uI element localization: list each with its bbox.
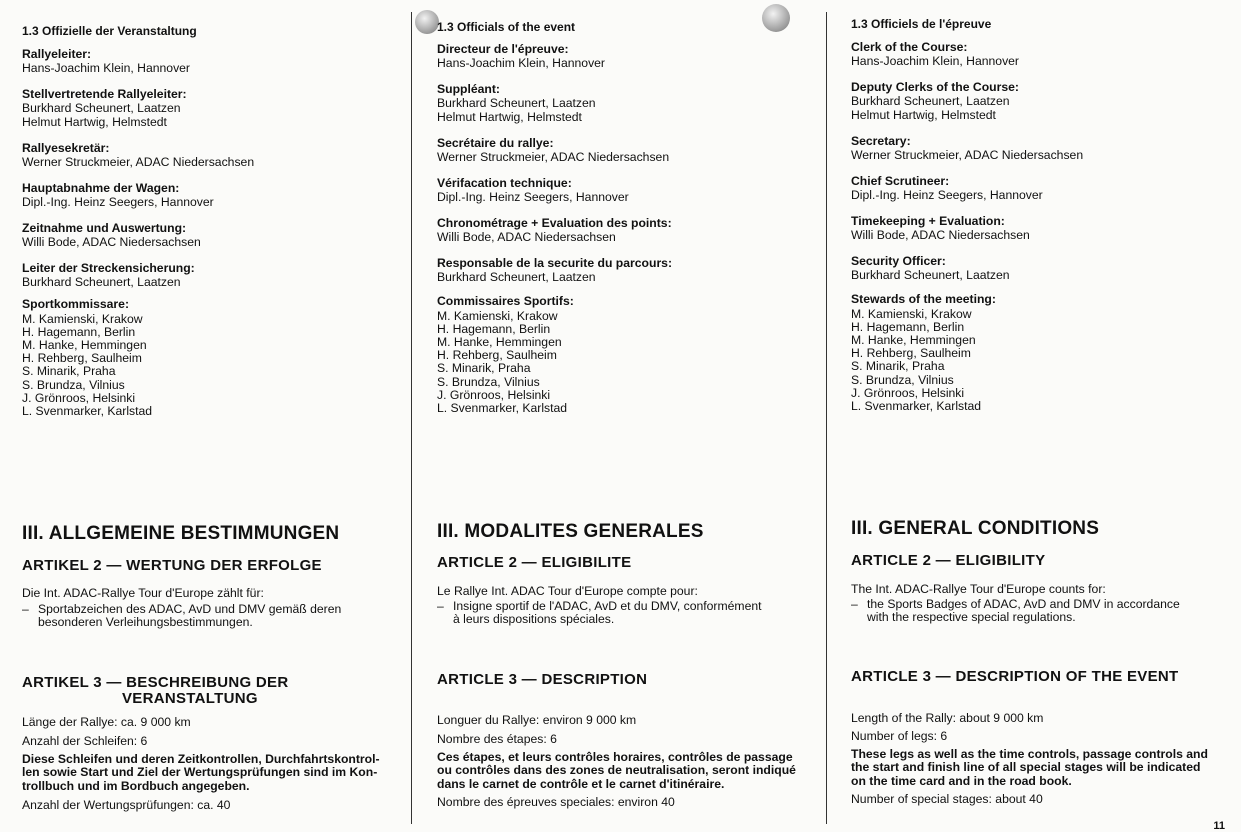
article-3-legs: Nombre des étapes: 6	[437, 732, 557, 746]
steward-name: M. Kamienski, Krakow	[437, 309, 558, 324]
official-role: Rallyeleiter:	[22, 47, 92, 61]
column-german	[22, 0, 412, 831]
steward-name: S. Minarik, Praha	[22, 364, 116, 379]
article-2-bullet	[22, 603, 341, 630]
bullet-dash: –	[437, 599, 444, 613]
article-3-paragraph	[437, 751, 796, 791]
official-name: Burkhard Scheunert, Laatzen	[22, 275, 181, 290]
official-entry	[437, 83, 596, 124]
official-entry	[22, 222, 201, 250]
article-3-paragraph	[851, 748, 1208, 788]
stewards-block	[851, 293, 996, 413]
article-3-paragraph	[22, 753, 380, 793]
official-role: Vérifacation technique:	[437, 176, 572, 190]
official-role: Hauptabnahme der Wagen:	[22, 181, 180, 195]
steward-name: J. Grönroos, Helsinki	[851, 385, 965, 400]
official-entry	[437, 177, 629, 205]
paragraph-line-3: dans le carnet de contrôle et le carnet d'itinéraire.	[437, 776, 725, 791]
bullet-line-1: Insigne sportif de l'ADAC, AvD et du DMV, conformément	[453, 599, 762, 613]
steward-name: S. Brundza, Vilnius	[851, 372, 954, 387]
steward-name: H. Rehberg, Saulheim	[437, 348, 557, 363]
official-entry	[22, 48, 190, 76]
article-2-intro: Le Rallye Int. ADAC Tour d'Europe compte pour:	[437, 584, 698, 598]
paragraph-line-2: the start and finish line of all special stages will be indicated	[851, 760, 1201, 775]
official-entry	[851, 135, 1083, 163]
official-entry	[437, 257, 672, 285]
official-role: Deputy Clerks of the Course:	[851, 80, 1019, 94]
steward-name: H. Rehberg, Saulheim	[851, 346, 971, 361]
stewards-block	[437, 295, 574, 415]
article-3-legs: Number of legs: 6	[851, 729, 948, 743]
officials-heading: 1.3 Officiels de l'épreuve	[851, 17, 992, 31]
stewards-label: Commissaires Sportifs:	[437, 294, 574, 308]
official-role: Timekeeping + Evaluation:	[851, 214, 1005, 228]
steward-name: L. Svenmarker, Karlstad	[851, 398, 982, 413]
official-name: Werner Struckmeier, ADAC Niedersachsen	[22, 155, 255, 170]
article-3-title-line-2: VERANSTALTUNG	[122, 690, 258, 707]
official-name: Dipl.-Ing. Heinz Seegers, Hannover	[851, 188, 1043, 203]
article-2-intro: Die Int. ADAC-Rallye Tour d'Europe zählt für:	[22, 586, 264, 600]
official-entry	[851, 175, 1043, 203]
stewards-list	[22, 313, 152, 418]
official-role: Stellvertretende Rallyeleiter:	[22, 87, 187, 101]
official-role: Security Officer:	[851, 254, 946, 268]
official-role: Responsable de la securite du parcours:	[437, 256, 673, 270]
official-name: Burkhard Scheunert, Laatzen	[437, 270, 596, 285]
official-role: Clerk of the Course:	[851, 40, 968, 54]
steward-name: S. Brundza, Vilnius	[437, 374, 540, 389]
official-entry	[851, 215, 1030, 243]
official-role: Chief Scrutineer:	[851, 174, 950, 188]
bullet-line-2: besonderen Verleihungsbestimmungen.	[38, 615, 253, 630]
official-entry	[22, 182, 214, 210]
paragraph-line-2: ou contrôles dans des zones de neutralisation, seront indiqué	[437, 763, 796, 778]
official-role: Suppléant:	[437, 82, 500, 96]
section-title: III. MODALITES GENERALES	[437, 521, 704, 542]
bullet-line-2: with the respective special regulations.	[867, 610, 1076, 625]
steward-name: H. Hagemann, Berlin	[22, 325, 136, 340]
article-2-intro: The Int. ADAC-Rallye Tour d'Europe counts for:	[851, 582, 1106, 596]
steward-name: H. Rehberg, Saulheim	[22, 351, 142, 366]
steward-name: H. Hagemann, Berlin	[851, 320, 965, 335]
section-title: III. GENERAL CONDITIONS	[851, 518, 1100, 539]
steward-name: M. Kamienski, Krakow	[851, 307, 972, 322]
paragraph-line-1: Diese Schleifen und deren Zeitkontrollen, Durchfahrtskontrol-	[22, 752, 380, 766]
steward-name: J. Grönroos, Helsinki	[437, 387, 551, 402]
officials-heading: 1.3 Offizielle der Veranstaltung	[22, 24, 197, 38]
official-name: Willi Bode, ADAC Niedersachsen	[22, 235, 201, 250]
official-role: Secrétaire du rallye:	[437, 136, 554, 150]
official-name: Dipl.-Ing. Heinz Seegers, Hannover	[437, 190, 629, 205]
official-name: Hans-Joachim Klein, Hannover	[851, 54, 1019, 69]
paragraph-line-3: on the time card and in the road book.	[851, 773, 1072, 788]
column-french	[437, 0, 827, 831]
official-name: Helmut Hartwig, Helmstedt	[22, 114, 167, 129]
article-2-bullet	[851, 598, 1180, 625]
officials-heading: 1.3 Officials of the event	[437, 20, 576, 34]
official-name: Burkhard Scheunert, Laatzen	[851, 268, 1010, 283]
official-name: Willi Bode, ADAC Niedersachsen	[437, 230, 616, 245]
steward-name: J. Grönroos, Helsinki	[22, 390, 136, 405]
bullet-dash: –	[851, 597, 858, 611]
section-title: III. ALLGEMEINE BESTIMMUNGEN	[22, 523, 340, 544]
article-3-stages: Anzahl der Wertungsprüfungen: ca. 40	[22, 798, 231, 812]
article-3-title: ARTICLE 3 — DESCRIPTION OF THE EVENT	[851, 668, 1179, 685]
official-entry	[437, 137, 669, 165]
official-role: Directeur de l'épreuve:	[437, 42, 569, 56]
article-3-stages: Number of special stages: about 40	[851, 792, 1043, 806]
article-3-stages: Nombre des épreuves speciales: environ 40	[437, 795, 675, 809]
official-entry	[437, 43, 605, 71]
bullet-line-1: Sportabzeichen des ADAC, AvD und DMV gemäß deren	[38, 602, 342, 616]
article-3-title: ARTIKEL 3 — BESCHREIBUNG DER	[22, 674, 289, 691]
official-role: Chronométrage + Evaluation des points:	[437, 216, 672, 230]
official-name: Helmut Hartwig, Helmstedt	[437, 109, 582, 124]
paragraph-line-1: Ces étapes, et leurs contrôles horaires, contrôles de passage	[437, 750, 793, 764]
official-entry	[437, 217, 672, 245]
steward-name: H. Hagemann, Berlin	[437, 322, 551, 337]
official-name: Dipl.-Ing. Heinz Seegers, Hannover	[22, 195, 214, 210]
official-entry	[22, 142, 254, 170]
stewards-block	[22, 298, 152, 418]
stewards-label: Stewards of the meeting:	[851, 292, 996, 306]
steward-name: S. Minarik, Praha	[437, 361, 531, 376]
official-name: Hans-Joachim Klein, Hannover	[437, 56, 605, 71]
official-role: Rallyesekretär:	[22, 141, 110, 155]
official-name: Willi Bode, ADAC Niedersachsen	[851, 228, 1030, 243]
article-2-title: ARTICLE 2 — ELIGIBILITY	[851, 552, 1046, 569]
official-entry	[851, 255, 1010, 283]
official-entry	[851, 41, 1019, 69]
stewards-list	[851, 308, 996, 413]
official-name: Hans-Joachim Klein, Hannover	[22, 61, 190, 76]
steward-name: L. Svenmarker, Karlstad	[22, 403, 153, 418]
article-3-length: Length of the Rally: about 9 000 km	[851, 711, 1044, 725]
article-3-length: Länge der Rallye: ca. 9 000 km	[22, 715, 191, 729]
official-name: Burkhard Scheunert, Laatzen	[437, 96, 596, 111]
official-name: Helmut Hartwig, Helmstedt	[851, 107, 996, 122]
article-3-legs: Anzahl der Schleifen: 6	[22, 734, 148, 748]
steward-name: M. Hanke, Hemmingen	[437, 335, 562, 350]
official-role: Secretary:	[851, 134, 911, 148]
article-3-length: Longuer du Rallye: environ 9 000 km	[437, 713, 637, 727]
stewards-label: Sportkommissare:	[22, 297, 130, 311]
paragraph-line-1: These legs as well as the time controls, passage controls and	[851, 747, 1208, 761]
official-role: Leiter der Streckensicherung:	[22, 261, 195, 275]
official-name: Werner Struckmeier, ADAC Niedersachsen	[437, 150, 670, 165]
steward-name: M. Hanke, Hemmingen	[22, 338, 147, 353]
steward-name: M. Hanke, Hemmingen	[851, 333, 976, 348]
official-entry	[22, 88, 187, 129]
paragraph-line-3: trollbuch und im Bordbuch angegeben.	[22, 778, 250, 793]
punch-hole-left	[415, 10, 439, 34]
official-entry	[851, 81, 1019, 122]
steward-name: M. Kamienski, Krakow	[22, 312, 143, 327]
official-entry	[22, 262, 195, 290]
official-role: Zeitnahme und Auswertung:	[22, 221, 187, 235]
article-3-title: ARTICLE 3 — DESCRIPTION	[437, 671, 648, 688]
page-number: 11	[1213, 820, 1225, 832]
steward-name: L. Svenmarker, Karlstad	[437, 400, 568, 415]
steward-name: S. Brundza, Vilnius	[22, 377, 125, 392]
bullet-line-2: à leurs dispositions spéciales.	[453, 612, 615, 627]
article-2-bullet	[437, 600, 762, 627]
article-2-title: ARTICLE 2 — ELIGIBILITE	[437, 554, 632, 571]
column-english	[851, 0, 1236, 831]
official-name: Werner Struckmeier, ADAC Niedersachsen	[851, 148, 1084, 163]
paragraph-line-2: len sowie Start und Ziel der Wertungsprüfungen sind im Kon-	[22, 765, 378, 780]
bullet-line-1: the Sports Badges of ADAC, AvD and DMV in accordance	[867, 597, 1180, 611]
official-name: Burkhard Scheunert, Laatzen	[851, 94, 1010, 109]
official-name: Burkhard Scheunert, Laatzen	[22, 101, 181, 116]
steward-name: S. Minarik, Praha	[851, 359, 945, 374]
stewards-list	[437, 310, 574, 415]
bullet-dash: –	[22, 602, 29, 616]
article-2-title: ARTIKEL 2 — WERTUNG DER ERFOLGE	[22, 557, 322, 574]
